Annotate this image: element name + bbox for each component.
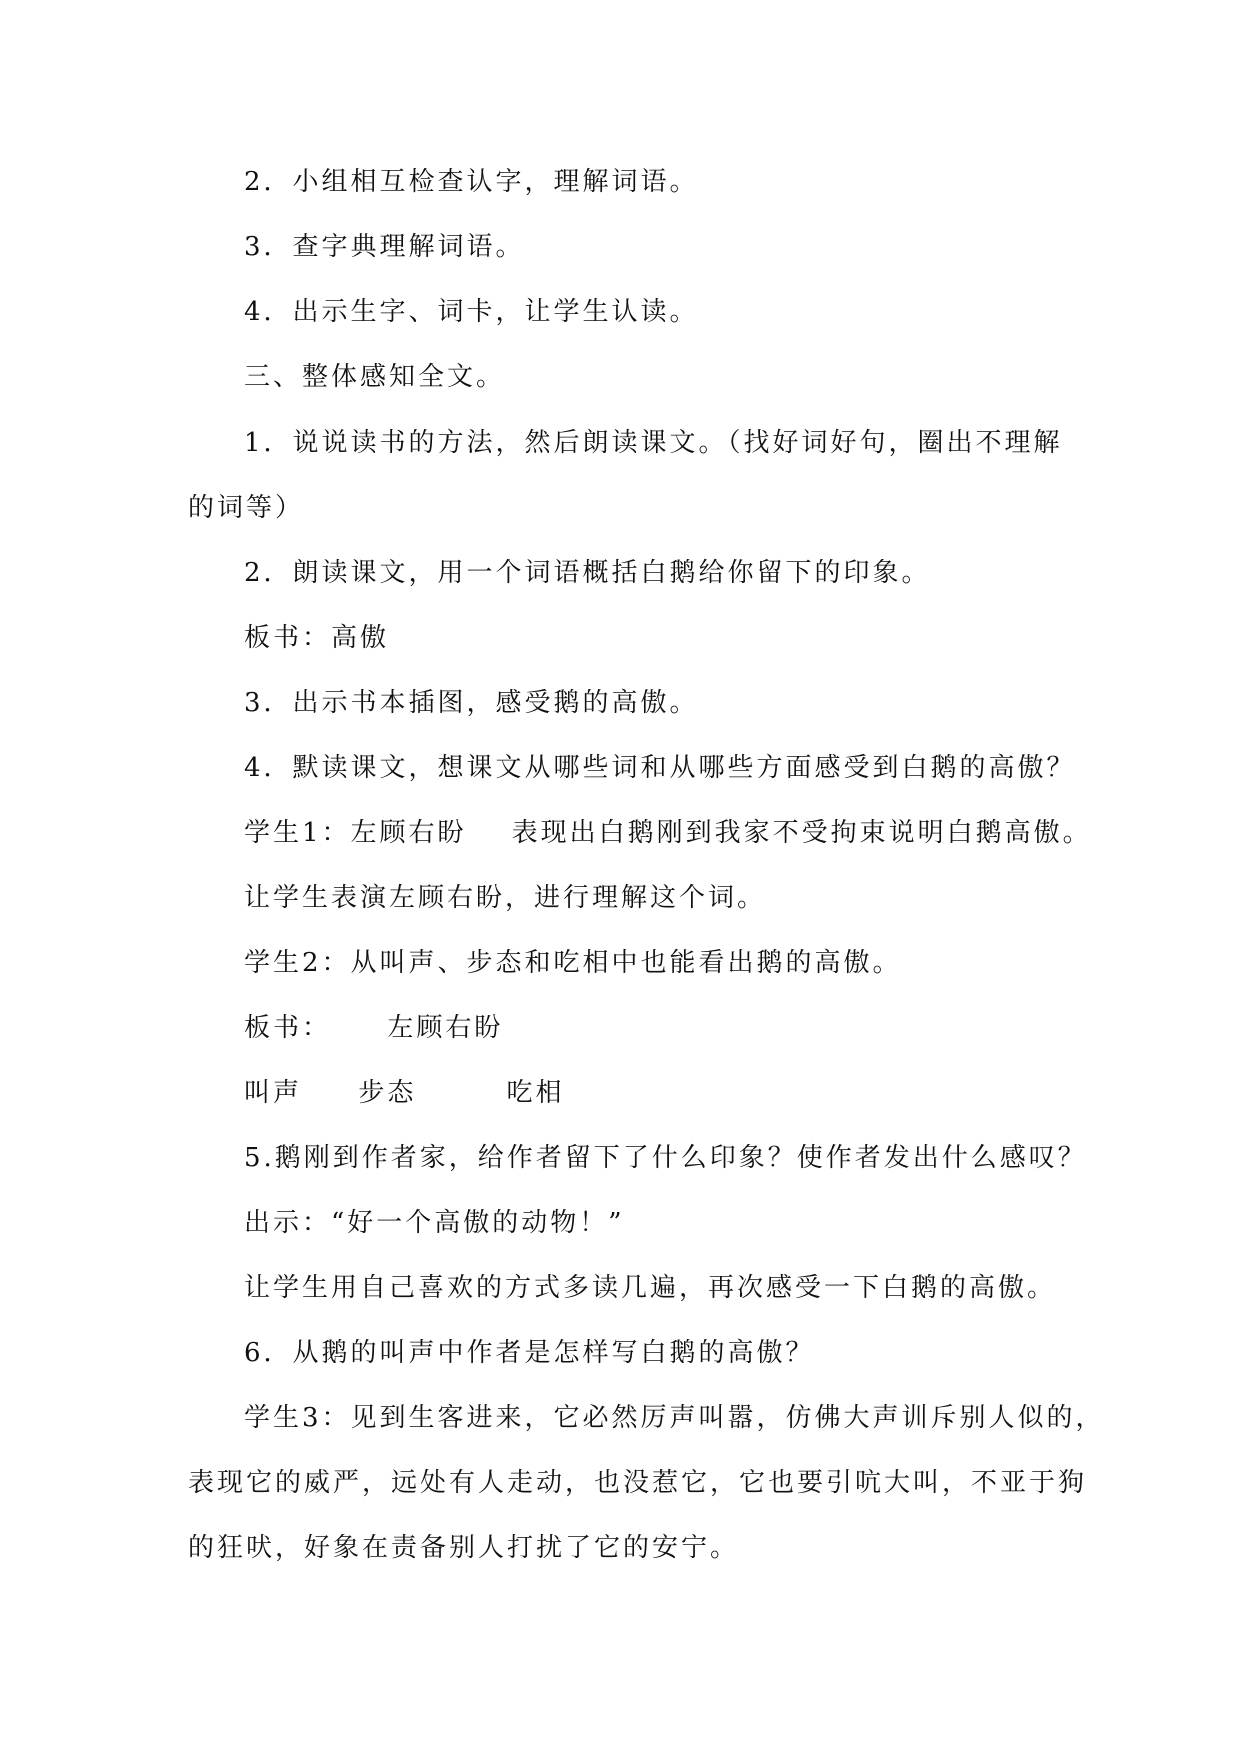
text-line: 4．默读课文，想课文从哪些词和从哪些方面感受到白鹅的高傲？ [244,753,1076,783]
text-line: 6．从鹅的叫声中作者是怎样写白鹅的高傲？ [244,1338,815,1368]
text-line: 5.鹅刚到作者家，给作者留下了什么印象？使作者发出什么感叹？ [244,1143,1087,1173]
text-line: 3．查字典理解词语。 [244,232,525,262]
text-line: 学生3：见到生客进来，它必然厉声叫嚣，仿佛大声训斥别人似的， [244,1403,1105,1433]
text-line: 让学生表演左顾右盼，进行理解这个词。 [244,883,767,913]
text-line: 2．朗读课文，用一个词语概括白鹅给你留下的印象。 [244,558,931,588]
text-line: 板书：高傲 [244,623,390,653]
section-heading: 三、整体感知全文。 [244,362,506,392]
text-line: 1．说说读书的方法，然后朗读课文。（找好词好句，圈出不理解 [244,428,1063,458]
text-line: 叫声 步态 吃相 [244,1078,565,1108]
text-line: 让学生用自己喜欢的方式多读几遍，再次感受一下白鹅的高傲。 [244,1273,1057,1303]
text-line: 学生1：左顾右盼 表现出白鹅刚到我家不受拘束说明白鹅高傲。 [244,818,1092,848]
text-line: 的狂吠，好象在责备别人打扰了它的安宁。 [188,1533,740,1563]
text-line: 出示：“好一个高傲的动物！” [244,1208,625,1238]
text-line: 学生2：从叫声、步态和吃相中也能看出鹅的高傲。 [244,948,902,978]
text-line: 2．小组相互检查认字，理解词语。 [244,167,699,197]
text-line: 4．出示生字、词卡，让学生认读。 [244,297,699,327]
text-line: 3．出示书本插图，感受鹅的高傲。 [244,688,699,718]
text-line: 的词等） [188,493,305,523]
text-line: 板书： 左顾右盼 [244,1013,504,1043]
text-line: 表现它的威严，远处有人走动，也没惹它，它也要引吭大叫，不亚于狗 [188,1468,1088,1498]
